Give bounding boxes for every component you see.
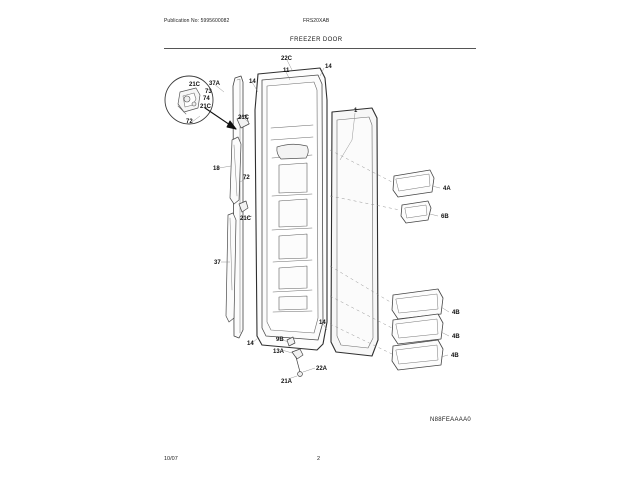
callout-22c: 22C (281, 56, 293, 62)
callout-1: 1 (354, 108, 358, 114)
callout-74: 74 (203, 96, 210, 102)
callout-18: 18 (213, 166, 220, 172)
callout-9b: 9B (276, 337, 284, 343)
callout-11: 11 (283, 68, 290, 74)
callout-4a: 4A (443, 186, 451, 192)
callout-14: 14 (249, 79, 256, 85)
callout-4b: 4B (451, 353, 459, 359)
section-title: FREEZER DOOR (290, 37, 343, 43)
callout-14: 14 (319, 320, 326, 326)
callout-21c: 21C (189, 82, 201, 88)
callout-21c: 21C (240, 216, 252, 222)
callout-37: 37 (214, 260, 221, 266)
diagram-code: N88FEAAAA0 (430, 417, 472, 423)
callout-72: 72 (243, 175, 250, 181)
callout-21c: 21C (200, 104, 212, 110)
callout-72: 72 (186, 119, 193, 125)
callout-37a: 37A (209, 81, 221, 87)
footer-date: 10/07 (164, 456, 178, 462)
callout-4b: 4B (452, 334, 460, 340)
model-number: FRS20XAB (303, 18, 330, 24)
callout-73: 73 (205, 89, 212, 95)
callout-22a: 22A (316, 366, 328, 372)
callout-14: 14 (247, 341, 254, 347)
callout-21c: 21C (238, 115, 250, 121)
publication-number: Publication No: 5995600082 (164, 18, 230, 24)
callout-4b: 4B (452, 310, 460, 316)
callout-13a: 13A (273, 349, 285, 355)
callout-6b: 6B (441, 214, 449, 220)
callout-14: 14 (325, 64, 332, 70)
callout-21a: 21A (281, 379, 293, 385)
footer-page-number: 2 (317, 456, 321, 462)
